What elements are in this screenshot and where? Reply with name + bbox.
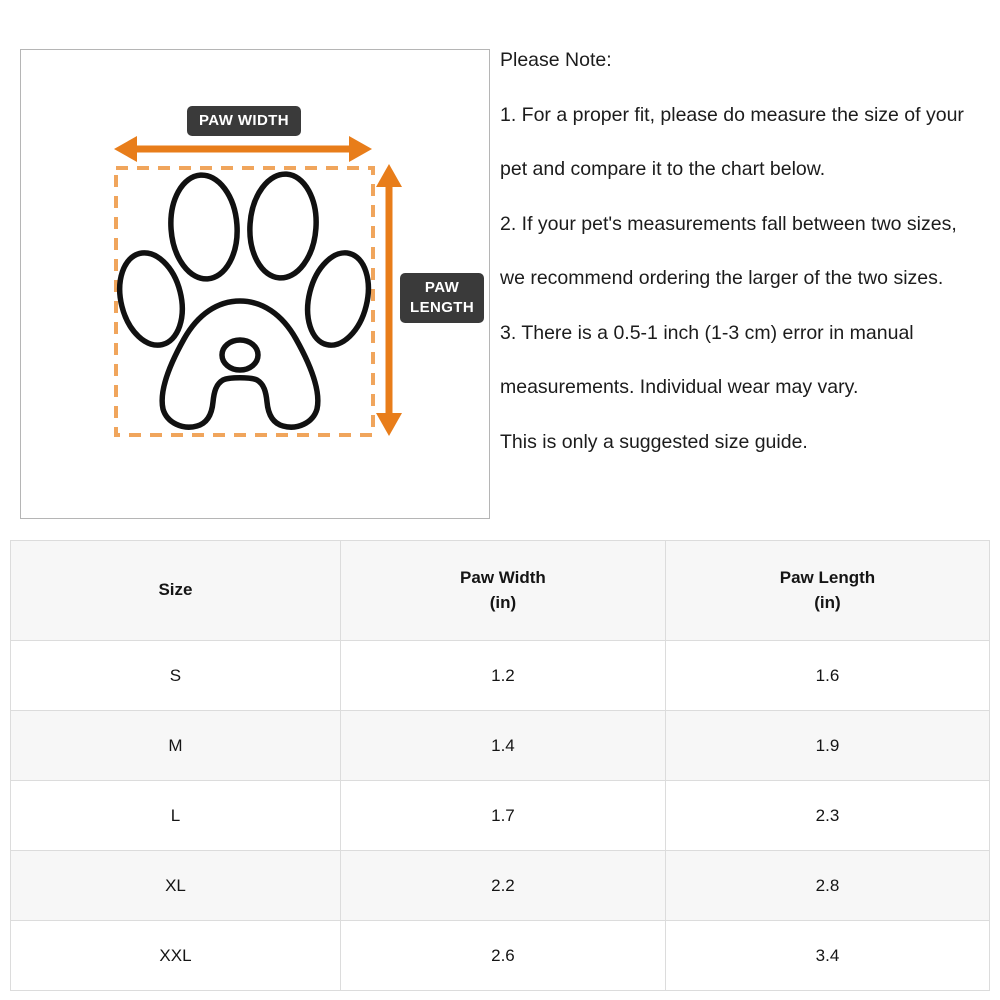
paw-length-label-line2: LENGTH: [410, 299, 475, 316]
paw-width-column-label: Paw Width: [460, 567, 546, 587]
size-chart-table: [10, 540, 990, 991]
notes-section: [500, 33, 995, 469]
table-row-s: [11, 641, 990, 711]
note-line-3b: measurements. Individual wear may vary.: [500, 376, 859, 398]
note-line-2a: 2. If your pet's measurements fall between two sizes,: [500, 212, 957, 235]
size-chart-header-row: [11, 541, 990, 641]
size-column-header: [11, 541, 341, 641]
paw-length-cell: 3.4: [665, 921, 989, 991]
paw-length-cell: 2.3: [665, 781, 989, 851]
paw-width-label: PAW WIDTH: [187, 106, 301, 136]
notes-heading: Please Note:: [500, 49, 612, 71]
paw-length-column-unit: (in): [814, 592, 841, 612]
paw-width-cell: 1.4: [340, 711, 665, 781]
size-cell: S: [11, 641, 341, 711]
paw-width-cell: 2.2: [340, 851, 665, 921]
note-line-3a: 3. There is a 0.5-1 inch (1-3 cm) error in manual: [500, 321, 914, 344]
paw-width-cell: 2.6: [340, 921, 665, 991]
note-line-2b: we recommend ordering the larger of the two sizes.: [500, 267, 944, 289]
size-cell: XXL: [11, 921, 341, 991]
paw-measurement-diagram: [20, 49, 490, 519]
paw-print-icon: [111, 172, 378, 427]
paw-width-column-header: [340, 541, 665, 641]
paw-length-cell: 1.9: [665, 711, 989, 781]
paw-width-cell: 1.7: [340, 781, 665, 851]
paw-length-label: [400, 273, 484, 323]
paw-width-column-unit: (in): [489, 592, 517, 612]
paw-length-arrow-icon: [376, 164, 402, 436]
paw-length-label-line1: PAW: [424, 279, 460, 296]
paw-length-column-header: [665, 541, 989, 641]
paw-width-arrow-icon: [114, 136, 372, 162]
table-row-m: [11, 711, 990, 781]
size-cell: M: [11, 711, 341, 781]
note-line-1a: 1. For a proper fit, please do measure the size of your: [500, 103, 964, 126]
table-row-xl: [11, 851, 990, 921]
paw-length-cell: 1.6: [665, 641, 989, 711]
size-cell: XL: [11, 851, 341, 921]
paw-length-cell: 2.8: [665, 851, 989, 921]
paw-length-column-label: Paw Length: [779, 567, 876, 587]
size-column-label: Size: [158, 580, 193, 600]
paw-width-cell: 1.2: [340, 641, 665, 711]
table-row-l: [11, 781, 990, 851]
table-row-xxl: [11, 921, 990, 991]
note-line-1b: pet and compare it to the chart below.: [500, 158, 826, 180]
note-disclaimer: This is only a suggested size guide.: [500, 430, 808, 453]
size-cell: L: [11, 781, 341, 851]
